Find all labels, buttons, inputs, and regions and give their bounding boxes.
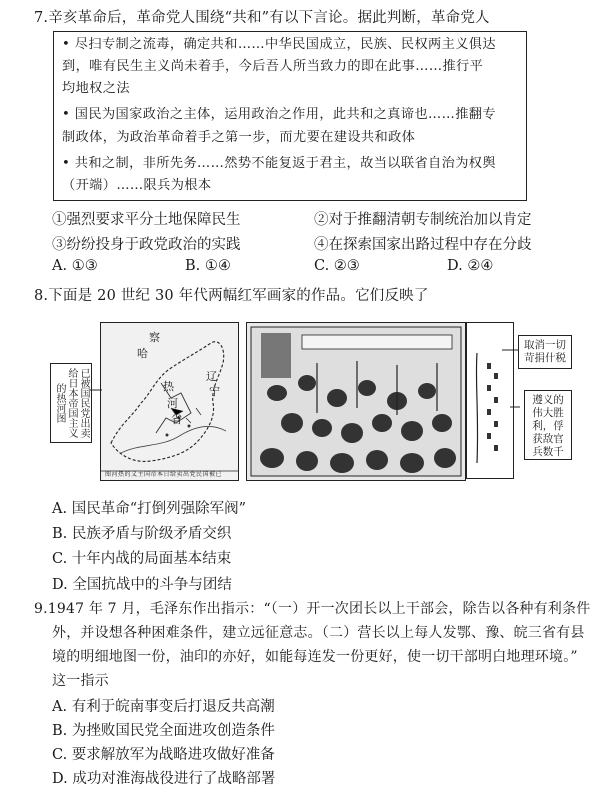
map-label: 察 <box>149 331 160 344</box>
quote-line: （开端）……限兵为根本 <box>62 178 212 193</box>
q8-option-d[interactable]: D. 全国抗战中的斗争与团结 <box>52 577 232 593</box>
q7-option-d[interactable]: D. ②④ <box>447 258 494 274</box>
statement-2: ②对于推翻清朝专制统治加以肯定 <box>314 212 532 228</box>
map-label: 省 <box>171 413 182 426</box>
quote-line: 到，唯有民生主义尚未着手，今后吾人所当致力的即在此事……推行平 <box>62 59 484 74</box>
q9-stem-line: 外，并设想各种困难条件，建立远征意志。（二）营长以上每人发鄂、豫、皖三省有县 <box>52 625 585 641</box>
right-banner-box <box>518 335 572 369</box>
map-label: 宁 <box>209 385 220 398</box>
rehe-map-figure <box>100 322 239 481</box>
q7-stem: 7.辛亥革命后，革命党人围绕“共和”有以下言论。据此判断，革命党人 <box>34 10 490 26</box>
statement-1: ①强烈要求平分土地保障民生 <box>52 212 241 228</box>
left-caption-box <box>50 363 92 443</box>
map-label: 辽 <box>206 370 217 383</box>
q9-stem-line: 9.1947 年 7 月，毛泽东作出指示：“（一）开一次团长以上干部会，除告以各种有利条件 <box>34 601 591 617</box>
crowd-drawing <box>247 323 465 480</box>
q8-stem: 8.下面是 20 世纪 30 年代两幅红军画家的作品。它们反映了 <box>34 288 429 304</box>
q8-option-b[interactable]: B. 民族矛盾与阶级矛盾交织 <box>52 526 232 542</box>
q7-option-a[interactable]: A. ①③ <box>52 258 98 274</box>
q7-quote-box <box>53 31 527 201</box>
right-banner: 取消一切苛捐什税 <box>524 339 566 364</box>
left-arrow <box>90 380 104 400</box>
q9-option-c[interactable]: C. 要求解放军为战略进攻做好准备 <box>52 747 275 763</box>
map-label: 河 <box>167 397 178 410</box>
quote-line: • 尽扫专制之流毒，确定共和……中华民国成立，民族、民权两主义俱达 <box>62 37 496 52</box>
crowd-painting-figure <box>246 322 466 481</box>
q7-option-b[interactable]: B. ①④ <box>185 258 231 274</box>
quote-line: • 共和之制，非所先务……然势不能复返于君主，故当以联省自治为权舆 <box>62 156 496 171</box>
map-label: 热 <box>163 380 174 393</box>
quote-line: 均地权之法 <box>62 81 130 96</box>
statement-3: ③纷纷投身于政党政治的实践 <box>52 237 241 253</box>
q9-option-d[interactable]: D. 成功对淮海战役进行了战略部署 <box>52 771 276 787</box>
right-caption: 遵义的伟大胜利，俘获敌官兵数千 <box>532 394 564 458</box>
map-footer: 图河热的义主国帝本日给卖出党民国被已 <box>105 471 223 478</box>
right-arrows <box>500 345 520 425</box>
map-label: 哈 <box>137 347 148 360</box>
q9-option-a[interactable]: A. 有利于皖南事变后打退反共高潮 <box>52 699 275 715</box>
statement-4: ④在探索国家出路过程中存在分歧 <box>314 237 532 253</box>
q9-stem-line: 这一指示 <box>52 673 109 689</box>
q8-option-a[interactable]: A. 国民革命“打倒列强除军阀” <box>52 501 247 517</box>
q7-option-c[interactable]: C. ②③ <box>314 258 360 274</box>
q9-stem-line: 境的明细地图一份，油印的亦好，如能每连发一份更好，使一切干部明白地理环境。” <box>52 649 578 665</box>
q9-option-b[interactable]: B. 为挫败国民党全面进攻创造条件 <box>52 723 275 739</box>
left-caption: 已被国民党出卖给日本帝国主义的热河图 <box>54 368 89 438</box>
quote-line: 制政体，为政治革命着手之第一步，而尤要在建设共和政体 <box>62 130 416 145</box>
right-caption-box <box>524 390 572 460</box>
quote-line: • 国民为国家政治之主体，运用政治之作用，此共和之真谛也……推翻专 <box>62 107 496 122</box>
q8-option-c[interactable]: C. 十年内战的局面基本结束 <box>52 551 232 567</box>
